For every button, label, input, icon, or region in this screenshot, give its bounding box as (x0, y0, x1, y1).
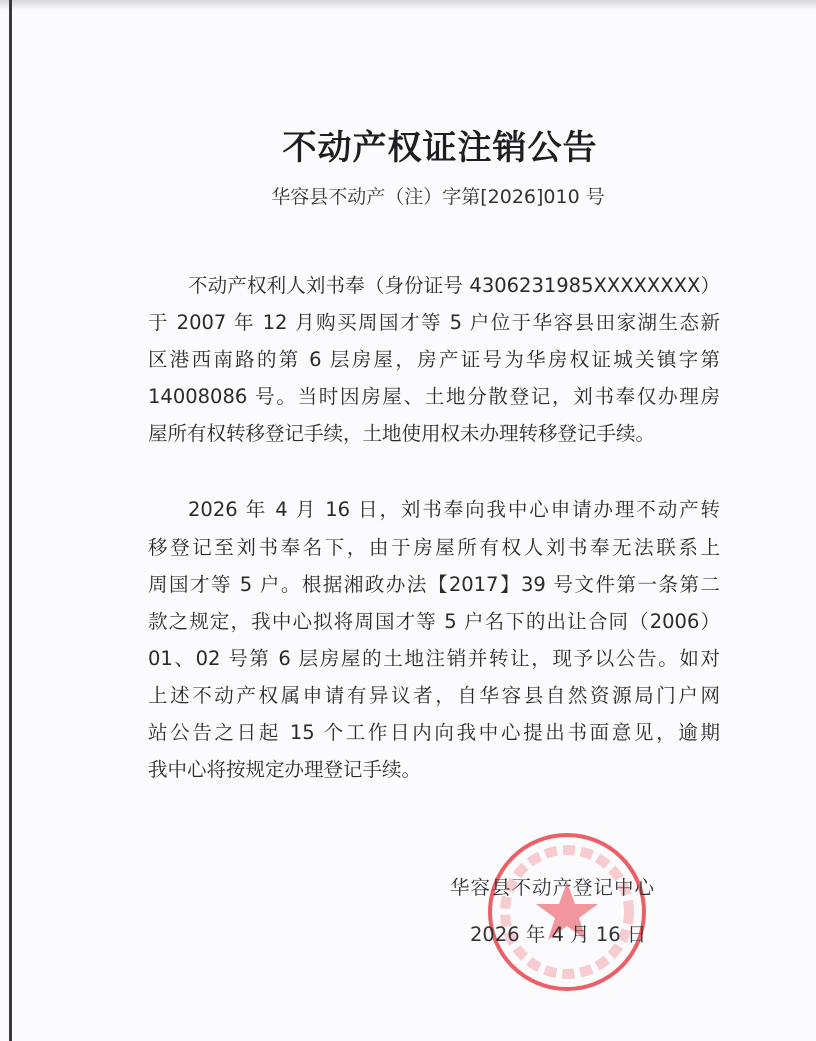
text-line: 屋所有权转移登记手续，土地使用权未办理转移登记手续。 (148, 422, 656, 445)
text-line: 周国才等 5 户。根据湘政办法【2017】39 号文件第一条第二 (148, 573, 720, 596)
issuer-name: 华容县不动产登记中心 (450, 876, 656, 899)
document-title: 不动产权证注销公告 (282, 128, 598, 168)
text-line: 站公告之日起 15 个工作日内向我中心提出书面意见，逾期 (148, 721, 720, 744)
issue-date: 2026 年 4 月 16 日 (470, 923, 647, 946)
text-line: 移登记至刘书奉名下，由于房屋所有权人刘书奉无法联系上 (148, 536, 720, 559)
text-line: 不动产权利人刘书奉（身份证号 4306231985XXXXXXXX） (188, 274, 720, 297)
text-line: 2026 年 4 月 16 日，刘书奉向我中心申请办理不动产转 (188, 498, 720, 521)
document-number: 华容县不动产（注）字第[2026]010 号 (271, 186, 605, 208)
text-line: 款之规定，我中心拟将周国才等 5 户名下的出让合同（2006） (148, 610, 720, 633)
text-line: 于 2007 年 12 月购买周国才等 5 户位于华容县田家湖生态新 (148, 311, 720, 334)
text-line: 14008086 号。当时因房屋、土地分散登记，刘书奉仅办理房 (148, 385, 720, 408)
official-seal (485, 830, 649, 994)
text-line: 上述不动产权属申请有异议者，自华容县自然资源局门户网 (148, 684, 720, 707)
text-line: 我中心将按规定办理登记手续。 (148, 758, 422, 781)
text-line: 区港西南路的第 6 层房屋，房产证号为华房权证城关镇字第 (148, 348, 720, 371)
text-line: 01、02 号第 6 层房屋的土地注销并转让，现予以公告。如对 (148, 647, 720, 670)
scan-top-edge (0, 0, 816, 10)
